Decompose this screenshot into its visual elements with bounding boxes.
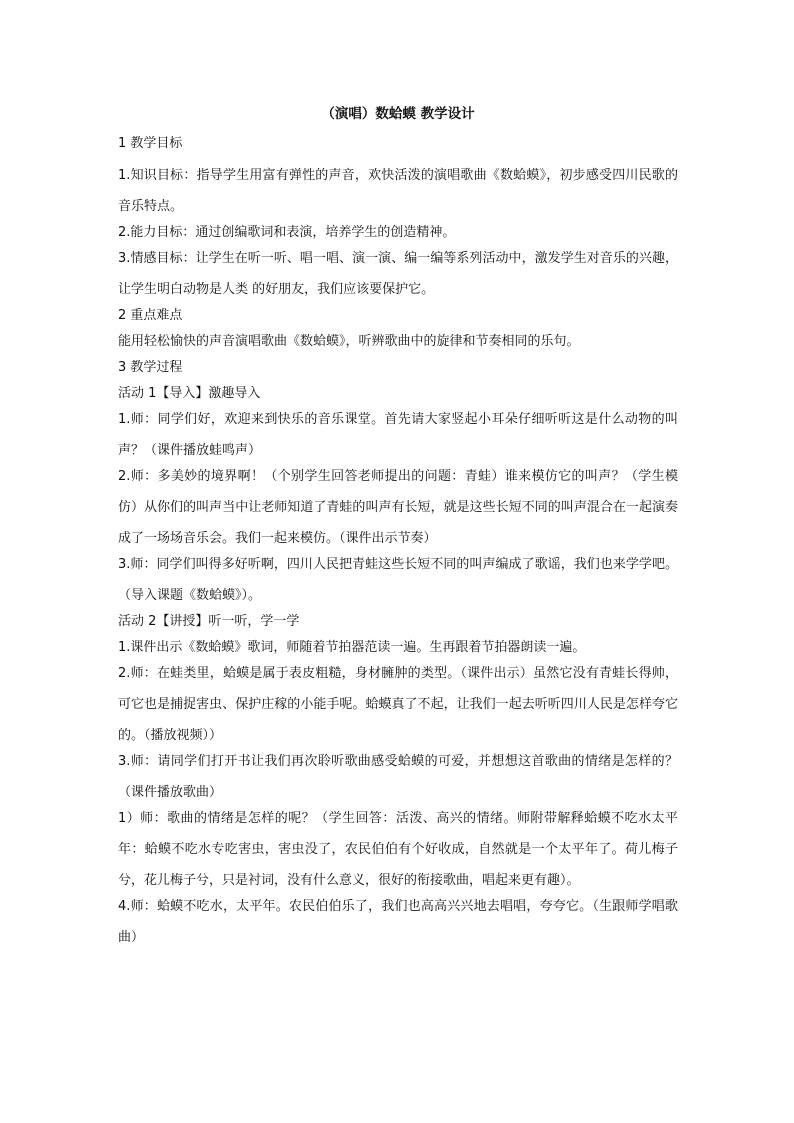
activity-heading-1: 活动 1【导入】激趣导入 [118, 386, 261, 401]
paragraph: 3.师：同学们叫得多好听啊，四川人民把青蛙这些长短不同的叫声编成了歌谣，我们也来学学吧。（导入课题《数蛤蟆》）。 [118, 557, 678, 603]
activity-heading-2: 活动 2【讲授】听一听，学一学 [118, 614, 300, 629]
paragraph: 1.知识目标：指导学生用富有弹性的声音，欢快活泼的演唱歌曲《数蛤蟆》，初步感受四川民歌的音乐特点。 [118, 168, 678, 214]
section-heading-process: 3 教学过程 [118, 360, 183, 375]
paragraph: 2.师：多美妙的境界啊！（个别学生回答老师提出的问题：青蛙）谁来模仿它的叫声？（学生模仿）从你们的叫声当中让老师知道了青蛙的叫声有长短，就是这些长短不同的叫声混合在一起演奏成了一场场音乐会。我们一起来模仿。（课件出示节奏） [118, 469, 678, 546]
document-page [118, 102, 678, 953]
paragraph: 2.师：在蛙类里，蛤蟆是属于表皮粗糙，身材臃肿的类型。（课件出示）虽然它没有青蛙长得帅，可它也是捕捉害虫、保护庄稼的小能手呢。蛤蟆真了不起，让我们一起去听听四川人民是怎样夸它的。（播放视频）） [118, 666, 678, 743]
section-heading-objectives: 1 教学目标 [118, 136, 183, 151]
paragraph: 4.师：蛤蟆不吃水，太平年。农民伯伯乐了，我们也高高兴兴地去唱唱，夸夸它。（生跟师学唱歌曲） [118, 899, 678, 945]
section-heading-key-points: 2 重点难点 [118, 308, 183, 323]
paragraph: 3.师：请同学们打开书让我们再次聆听歌曲感受蛤蟆的可爱，并想想这首歌曲的情绪是怎样的？（课件播放歌曲） [118, 754, 678, 800]
paragraph: 能用轻松愉快的声音演唱歌曲《数蛤蟆》，听辨歌曲中的旋律和节奏相同的乐句。 [118, 334, 580, 349]
paragraph: 3.情感目标：让学生在听一听、唱一唱、演一演、编一编等系列活动中，激发学生对音乐的兴趣，让学生明白动物是人类 的好朋友，我们应该要保护它。 [118, 251, 678, 297]
paragraph: 2.能力目标：通过创编歌词和表演，培养学生的创造精神。 [118, 225, 456, 240]
paragraph: 1.课件出示《数蛤蟆》歌词，师随着节拍器范读一遍。生再跟着节拍器朗读一遍。 [118, 640, 586, 655]
paragraph: 1.师：同学们好，欢迎来到快乐的音乐课堂。首先请大家竖起小耳朵仔细听听这是什么动物的叫声？（课件播放蛙鸣声） [118, 412, 678, 458]
document-title: （演唱）数蛤蟆 教学设计 [321, 106, 475, 122]
paragraph: 1）师：歌曲的情绪是怎样的呢？（学生回答：活泼、高兴的情绪。师附带解释蛤蟆不吃水太平年：蛤蟆不吃水专吃害虫，害虫没了，农民伯伯有个好收成，自然就是一个太平年了。荷儿梅子兮，花儿梅子兮，只是衬词，没有什么意义，很好的衔接歌曲，唱起来更有趣）。 [118, 811, 678, 888]
